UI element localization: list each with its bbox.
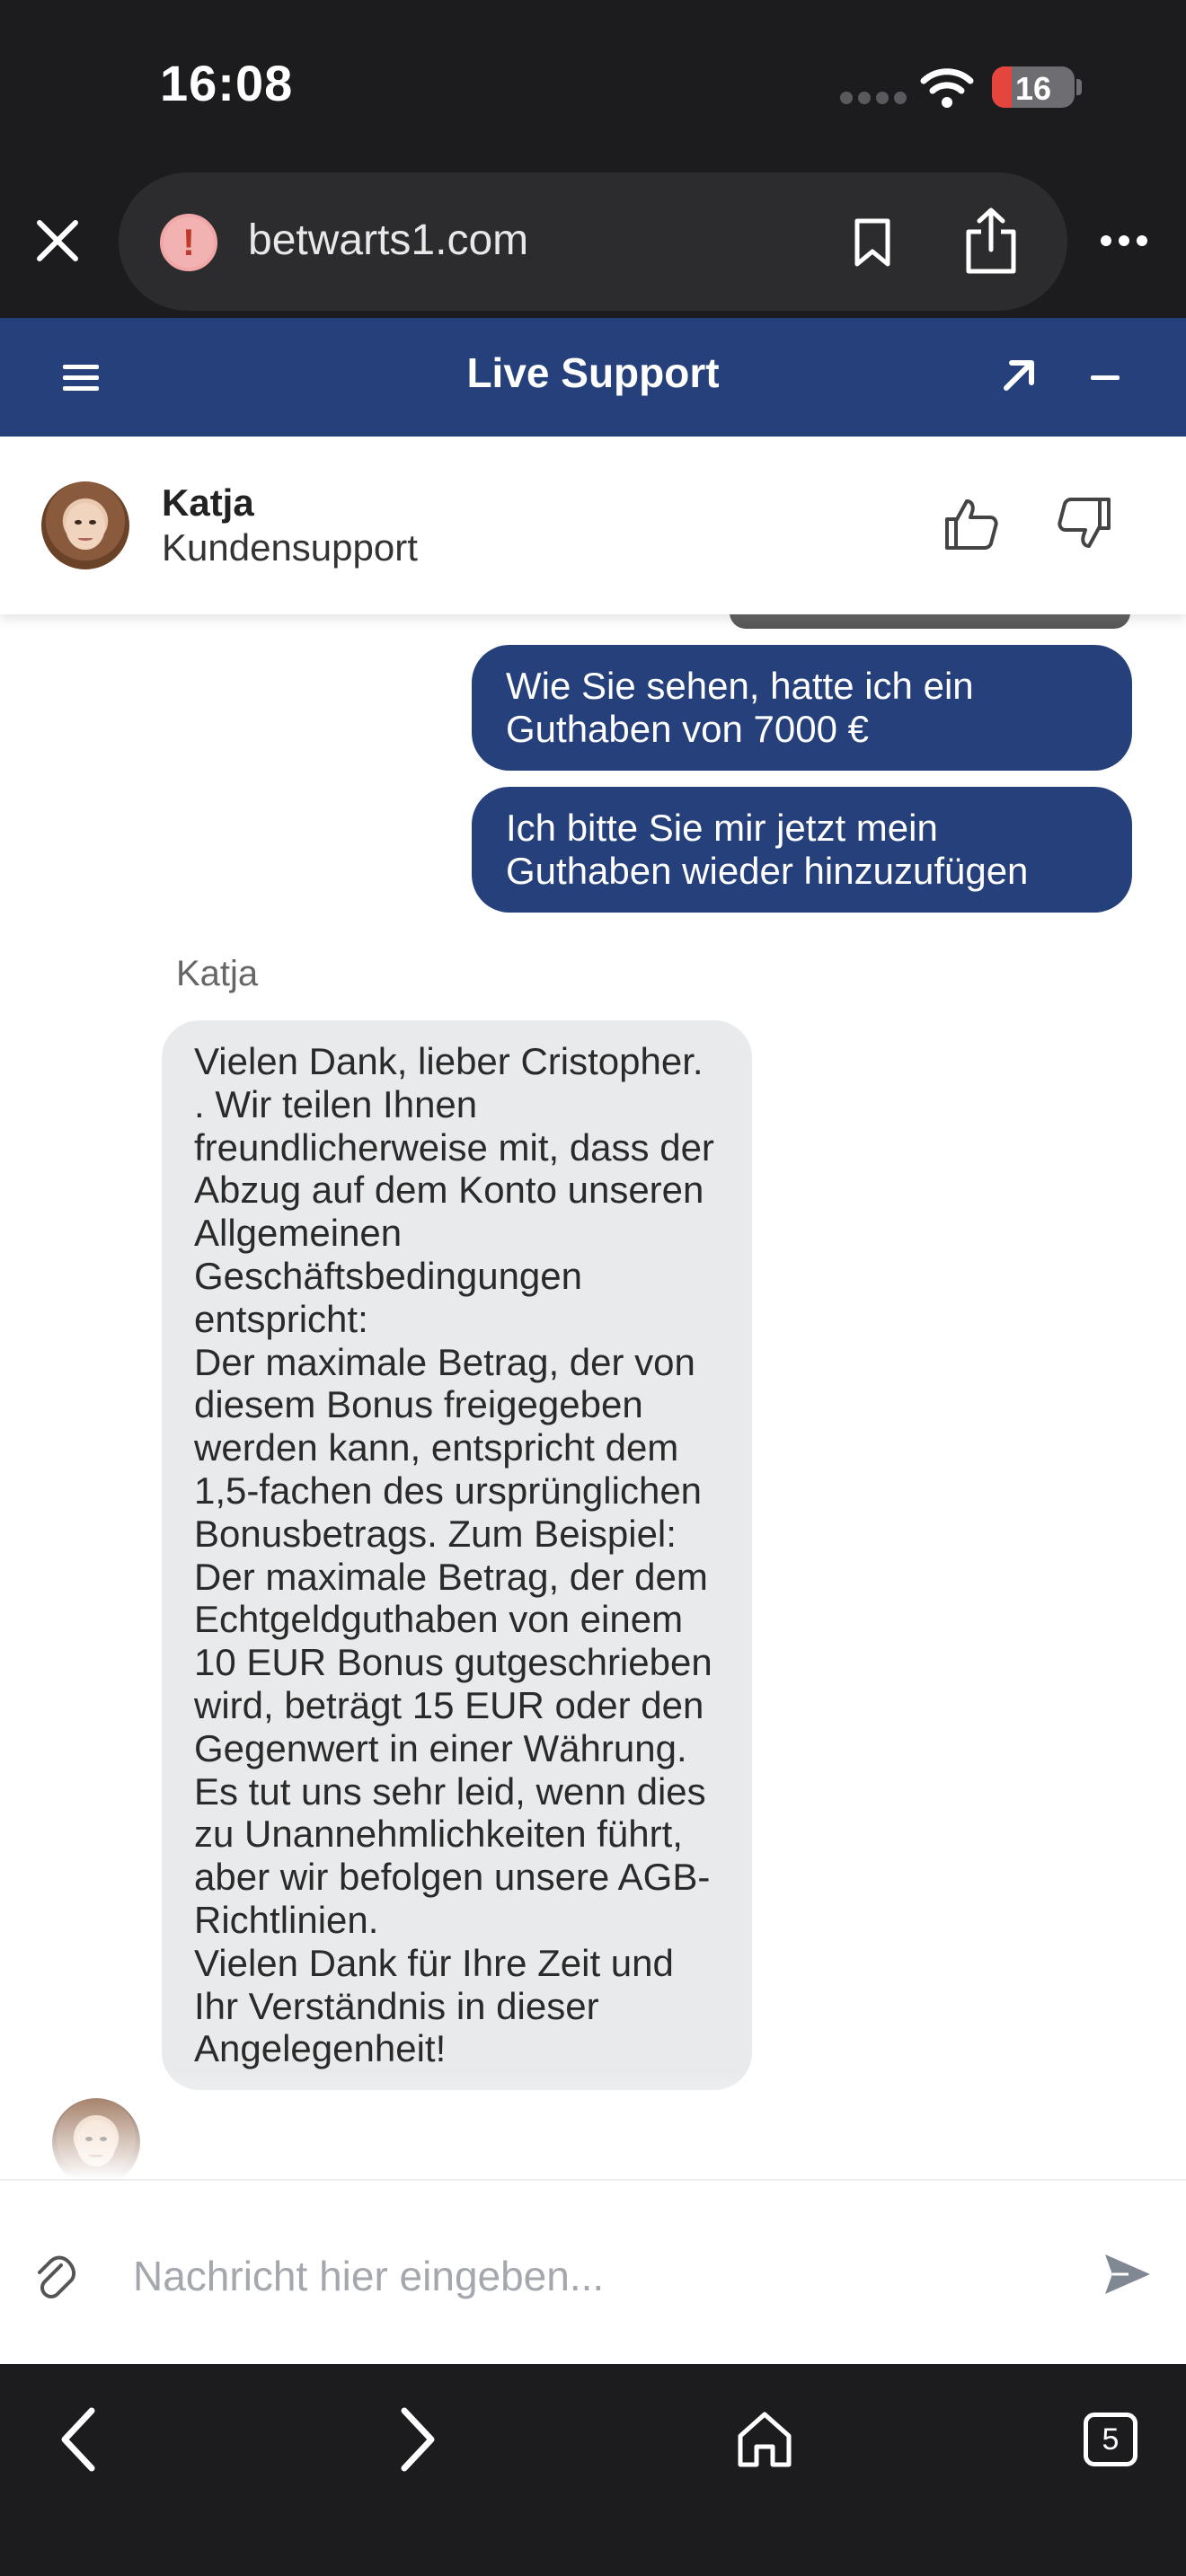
agent-avatar: [41, 481, 129, 569]
chat-messages[interactable]: [0, 614, 1186, 2179]
status-time: 16:08: [160, 55, 294, 111]
chevron-right-icon[interactable]: [395, 2405, 442, 2474]
cellular-signal-icon: [840, 92, 907, 104]
home-icon[interactable]: [737, 2409, 792, 2468]
header-title: Live Support: [466, 349, 720, 396]
battery-icon: [992, 66, 1075, 108]
chevron-left-icon[interactable]: [54, 2405, 101, 2474]
user-message: Wie Sie sehen, hatte ich ein Guthaben von 7000 €: [472, 645, 1132, 771]
message-sender: Katja: [176, 954, 259, 993]
agent-bar: [0, 437, 1186, 614]
tab-count-button[interactable]: 5: [1084, 2413, 1137, 2466]
agent-role: Kundensupport: [162, 526, 418, 569]
share-icon[interactable]: [963, 207, 1019, 275]
minimize-icon[interactable]: [1091, 375, 1120, 380]
message-composer: [0, 2179, 1186, 2364]
user-message: Ich bitte Sie mir jetzt mein Guthaben wieder hinzuzufügen: [472, 787, 1132, 913]
agent-name: Katja: [162, 481, 254, 524]
battery-cap: [1076, 79, 1082, 95]
agent-message: Vielen Dank, lieber Cristopher. . Wir teilen Ihnen freundlicherweise mit, dass der Abzug auf dem Konto unseren Allgemeinen Geschäftsbedingungen entspricht: Der maximale Betrag, der von diesem Bonus freigegeben werden kann, entspricht dem 1,5-fachen des ursprünglichen Bonusbetrags. Zum Beispiel: Der maximale Betrag, der dem Echtgeldguthaben von einem 10 EUR Bonus gutgeschrieben wird, beträgt 15 EUR oder den Gegenwert in einer Währung. Es tut uns sehr leid, wenn dies zu Unannehmlichkeiten führt, aber wir befolgen unsere AGB-Richtlinien. Vielen Dank für Ihre Zeit und Ihr Verständnis in dieser Angelegenheit!: [162, 1020, 752, 2090]
thumbs-up-icon[interactable]: [943, 496, 999, 551]
expand-arrow-icon[interactable]: [999, 356, 1039, 395]
close-icon[interactable]: [32, 216, 83, 266]
warning-icon[interactable]: [160, 214, 217, 271]
wifi-icon: [920, 66, 974, 110]
paperclip-icon[interactable]: [34, 2253, 75, 2299]
scroll-fade: [0, 2071, 1186, 2179]
thumbs-down-icon[interactable]: [1057, 496, 1112, 551]
image-attachment[interactable]: [730, 614, 1130, 629]
chat-header: [0, 318, 1186, 437]
bookmark-icon[interactable]: [852, 217, 893, 268]
browser-toolbar: [0, 2364, 1186, 2576]
message-input[interactable]: [133, 2235, 1031, 2317]
status-bar: [0, 0, 1186, 264]
url-text[interactable]: betwarts1.com: [248, 216, 529, 264]
send-icon[interactable]: [1102, 2251, 1152, 2298]
more-icon[interactable]: [1101, 235, 1147, 246]
battery-level: 16: [1014, 70, 1052, 107]
